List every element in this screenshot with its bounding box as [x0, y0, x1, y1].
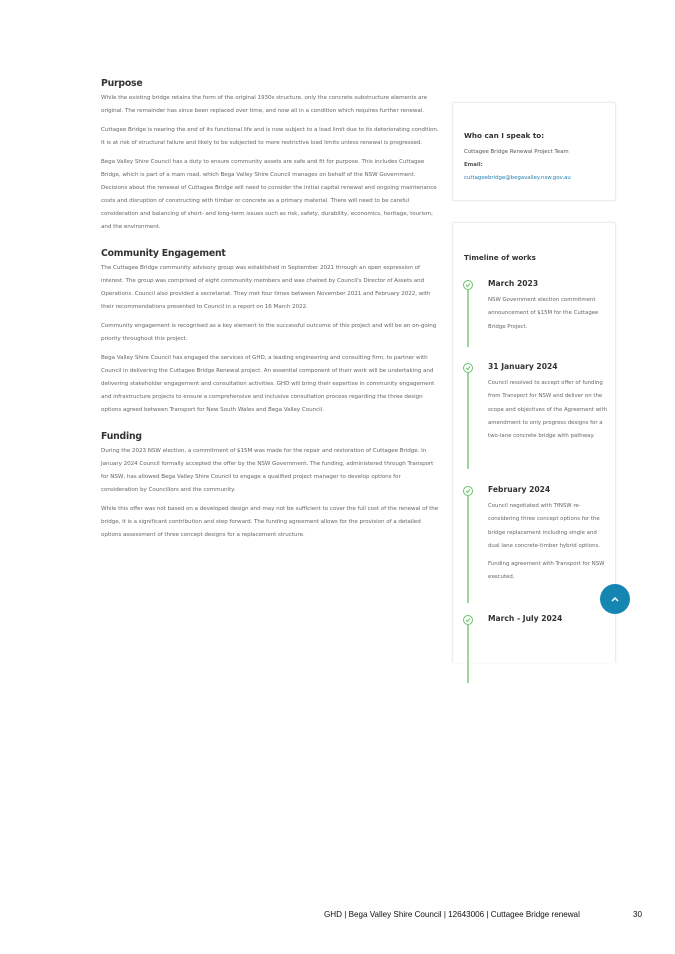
timeline-desc-paragraph: Funding agreement with Transport for NSW executed. — [488, 561, 605, 581]
timeline-desc-paragraph: Council negotiated with TfNSW re-considering three concept options for the bridge replacement including single and dual lane concrete-timber hybrid options. — [488, 503, 601, 549]
contact-card — [452, 102, 616, 201]
timeline-desc-paragraph: NSW Government election commitment announcement of $15M for the Cuttagee Bridge Project. — [488, 297, 599, 330]
paragraph: While the existing bridge retains the form of the original 1930s structure, only the concrete substructure elements are original. The remainder has since been replaced over time, and now all in a condition which requires further renewal. — [101, 95, 428, 114]
paragraph: While this offer was not based on a developed design and may not be sufficient to cover the full cost of the renewal of the bridge, it is a significant contribution and step forward. The funding agreement allows for the provision of a detailed options assessment of three concept designs for a replacement structure. — [101, 506, 439, 538]
paragraph: The Cuttagee Bridge community advisory group was established in September 2021 through an open expression of interest. The group was comprised of eight community members and was chaired by Council's Director of Assets and Operations. Council also provided a secretariat. They met four times between November 2021 and February 2022, with their recommendations presented to Council in a report on 16 March 2022. — [101, 265, 431, 310]
community-section — [101, 248, 439, 417]
timeline-item-desc — [488, 377, 608, 448]
timeline-item-desc — [488, 294, 608, 339]
timeline-connector — [467, 625, 468, 683]
timeline-item-title: February 2024 — [488, 485, 551, 494]
funding-heading: Funding — [101, 431, 142, 442]
timeline-connector — [467, 373, 468, 469]
paragraph: Community engagement is recognised as a key element to the successful outcome of this project and will be an on-going priority throughout this project. — [101, 323, 437, 342]
timeline-desc-paragraph: Council resolved to accept offer of funding from Transport for NSW and deliver on the scope and objectives of the Agreement with amendment to only progress designs for a two-lane concrete bridge with pathway. — [488, 380, 608, 440]
check-circle-icon — [463, 615, 473, 625]
timeline-connector — [467, 496, 468, 603]
purpose-heading: Purpose — [101, 78, 143, 89]
scroll-to-top-button[interactable] — [600, 584, 630, 614]
community-heading: Community Engagement — [101, 248, 226, 259]
check-circle-icon — [463, 363, 473, 373]
footer-text: GHD | Bega Valley Shire Council | 12643006 | Cuttagee Bridge renewal — [324, 910, 580, 919]
timeline-title: Timeline of works — [464, 253, 536, 262]
contact-title: Who can I speak to: — [464, 131, 545, 140]
paragraph: During the 2023 NSW election, a commitment of $15M was made for the repair and restoration of Cuttagee Bridge. In January 2024 Council formally accepted the offer by the NSW Government. The funding, administered through Transport for NSW, has allowed Bega Valley Shire Council to engage a qualified project manager to develop options for consideration by Councillors and the community. — [101, 448, 434, 493]
email-link[interactable]: cuttageebridge@begavalley.nsw.gov.au — [464, 175, 571, 181]
check-circle-icon — [463, 280, 473, 290]
chevron-up-icon — [610, 596, 620, 603]
timeline-item-title: 31 January 2024 — [488, 362, 558, 371]
contact-team: Cuttagee Bridge Renewal Project Team — [464, 149, 569, 155]
timeline-item-title: March - July 2024 — [488, 614, 563, 623]
check-circle-icon — [463, 486, 473, 496]
timeline-card — [452, 222, 616, 663]
paragraph: Cuttagee Bridge is nearing the end of its functional life and is now subject to a load limit due to its deteriorating condition. It is at risk of structural failure and likely to be subjected to more restrictive load limits unless renewal is progressed. — [101, 127, 439, 146]
timeline-item-desc — [488, 500, 608, 590]
page-number: 30 — [633, 910, 643, 919]
main-content — [101, 78, 439, 556]
paragraph: Bega Valley Shire Council has engaged the services of GHD, a leading engineering and consulting firm, to partner with Council in delivering the Cuttagee Bridge Renewal project. An essential component of their work will be undertaking and delivering stakeholder engagement and consultation activities. GHD will bring their expertise in community engagement and infrastructure projects to ensure a comprehensive and inclusive consultation process regarding the three design options agreed between Transport for New South Wales and Bega Valley Council. — [101, 355, 435, 413]
purpose-section — [101, 78, 439, 234]
paragraph: Bega Valley Shire Council has a duty to ensure community assets are safe and fit for purpose. This includes Cuttagee Bridge, which is part of a main road, which Bega Valley Shire Council manages on behalf of the NSW Government. Decisions about the renewal of Cuttagee Bridge will need to consider the initial capital renewal and ongoing maintenance costs and disruption of constructing with timber or concrete as a primary material. There will need to be careful consideration and balancing of short- and long-term issues such as risk, safety, durability, economics, heritage, tourism, and the environment. — [101, 159, 437, 230]
email-label: Email: — [464, 162, 483, 168]
funding-section — [101, 431, 439, 542]
timeline-connector — [467, 290, 468, 347]
timeline-item-title: March 2023 — [488, 279, 539, 288]
